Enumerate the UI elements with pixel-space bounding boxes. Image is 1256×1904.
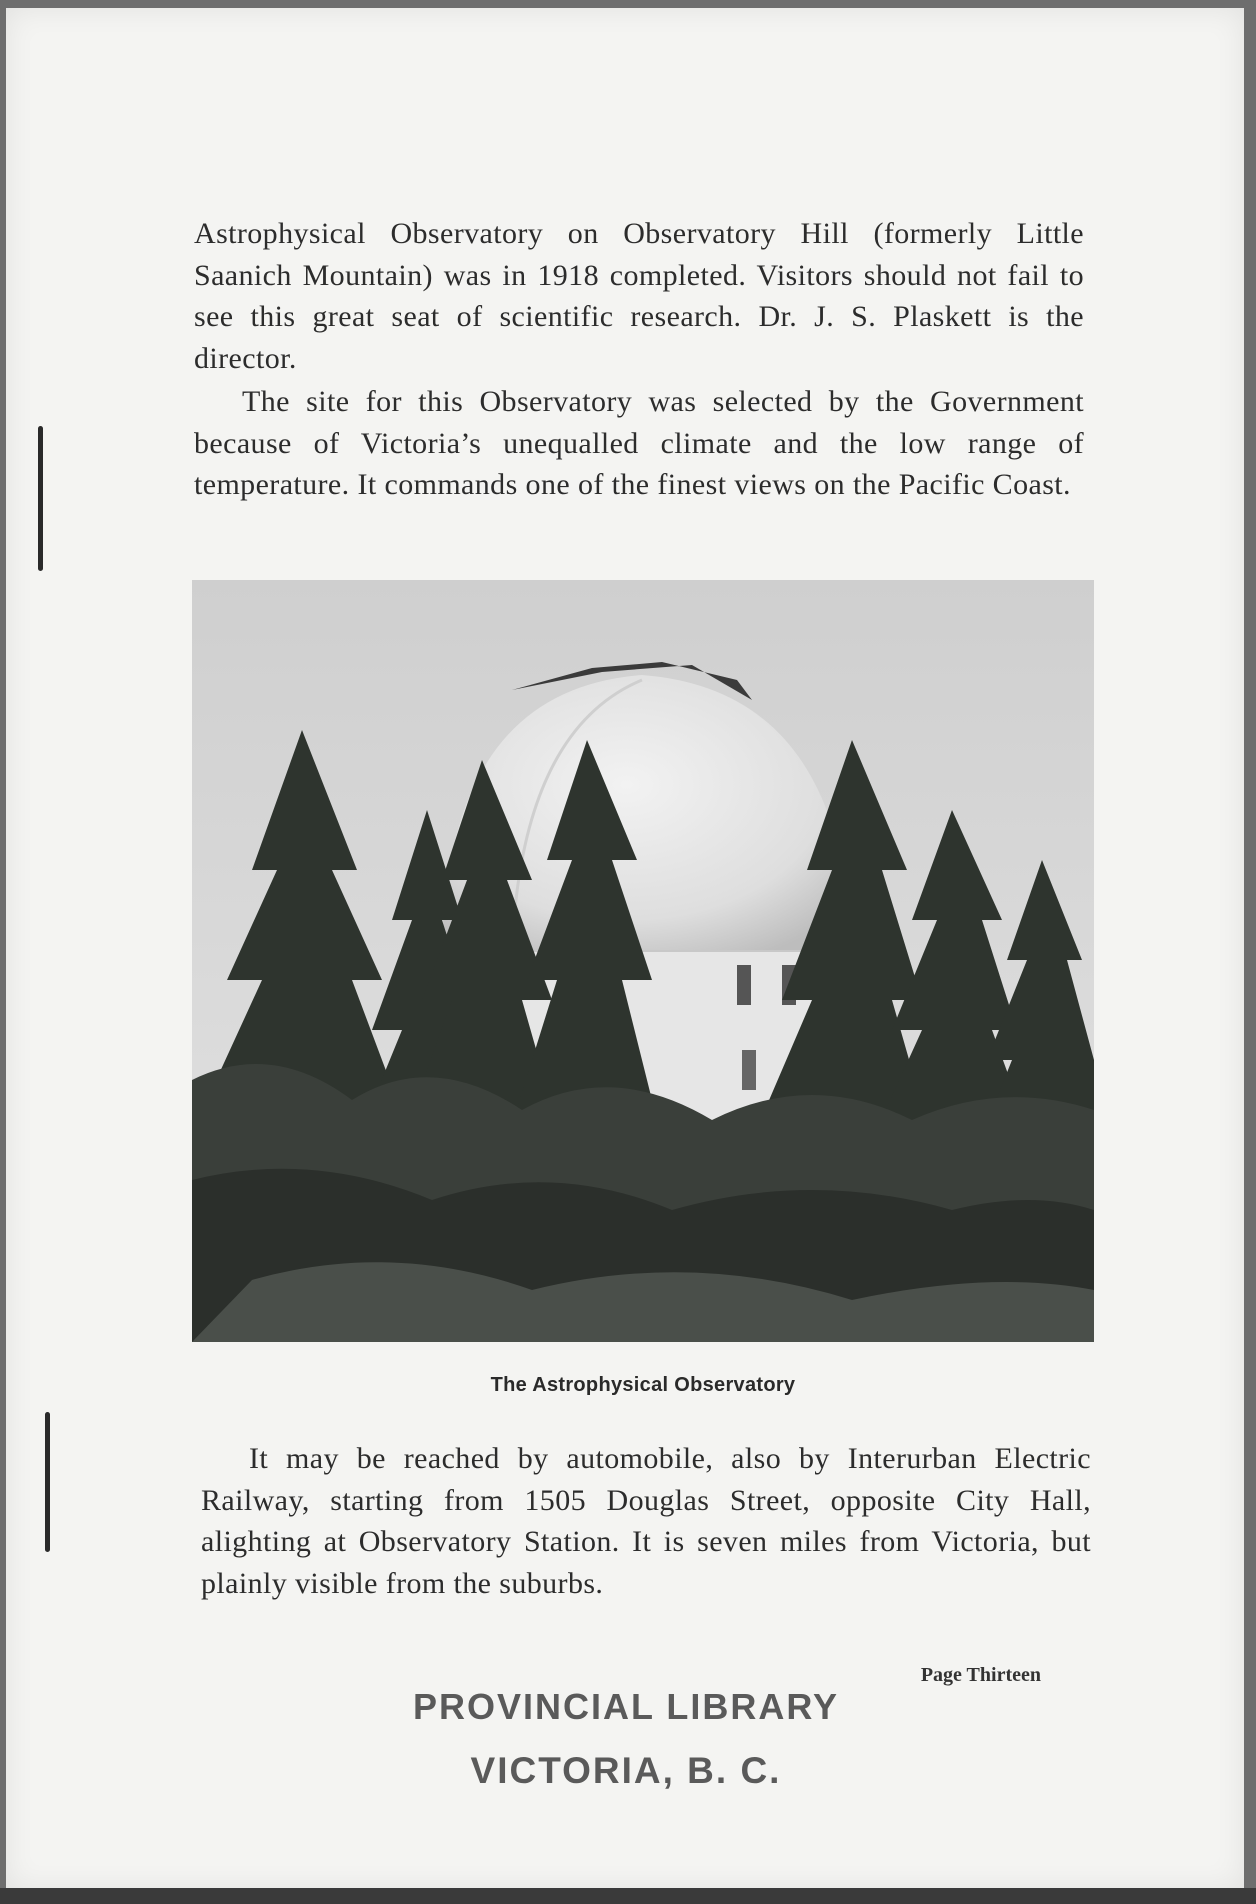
library-stamp-line2: VICTORIA, B. C. (470, 1750, 782, 1791)
paragraph-observatory-access: It may be reached by automobile, also by Interurban Electric Railway, starting from 1505 Douglas Street, opposite City Hall, alighting at Observatory Station. It is seven miles from Victoria, but plainly visible from the suburbs. (201, 1442, 1091, 1600)
binding-staple (38, 426, 43, 571)
binding-staple (45, 1412, 50, 1552)
library-stamp-line1: PROVINCIAL LIBRARY (412, 1686, 840, 1727)
paragraph-observatory-intro: Astrophysical Observatory on Observatory Hill (formerly Little Saanich Mountain) was in 1918 completed. Visitors should not fail to see this great seat of scientific research. Dr. J. S. Plaskett is the director. (194, 217, 1084, 375)
document-page (6, 8, 1244, 1890)
photo-caption: The Astrophysical Observatory (490, 1374, 796, 1396)
page-number: Page Thirteen (920, 1664, 1041, 1686)
paragraph-observatory-site: The site for this Observatory was selected by the Government because of Victoria’s unequalled climate and the low range of temperature. It commands one of the finest views on the Pacific Coast. (194, 385, 1084, 501)
scan-border (0, 1888, 1256, 1904)
observatory-photo (192, 580, 1094, 1342)
